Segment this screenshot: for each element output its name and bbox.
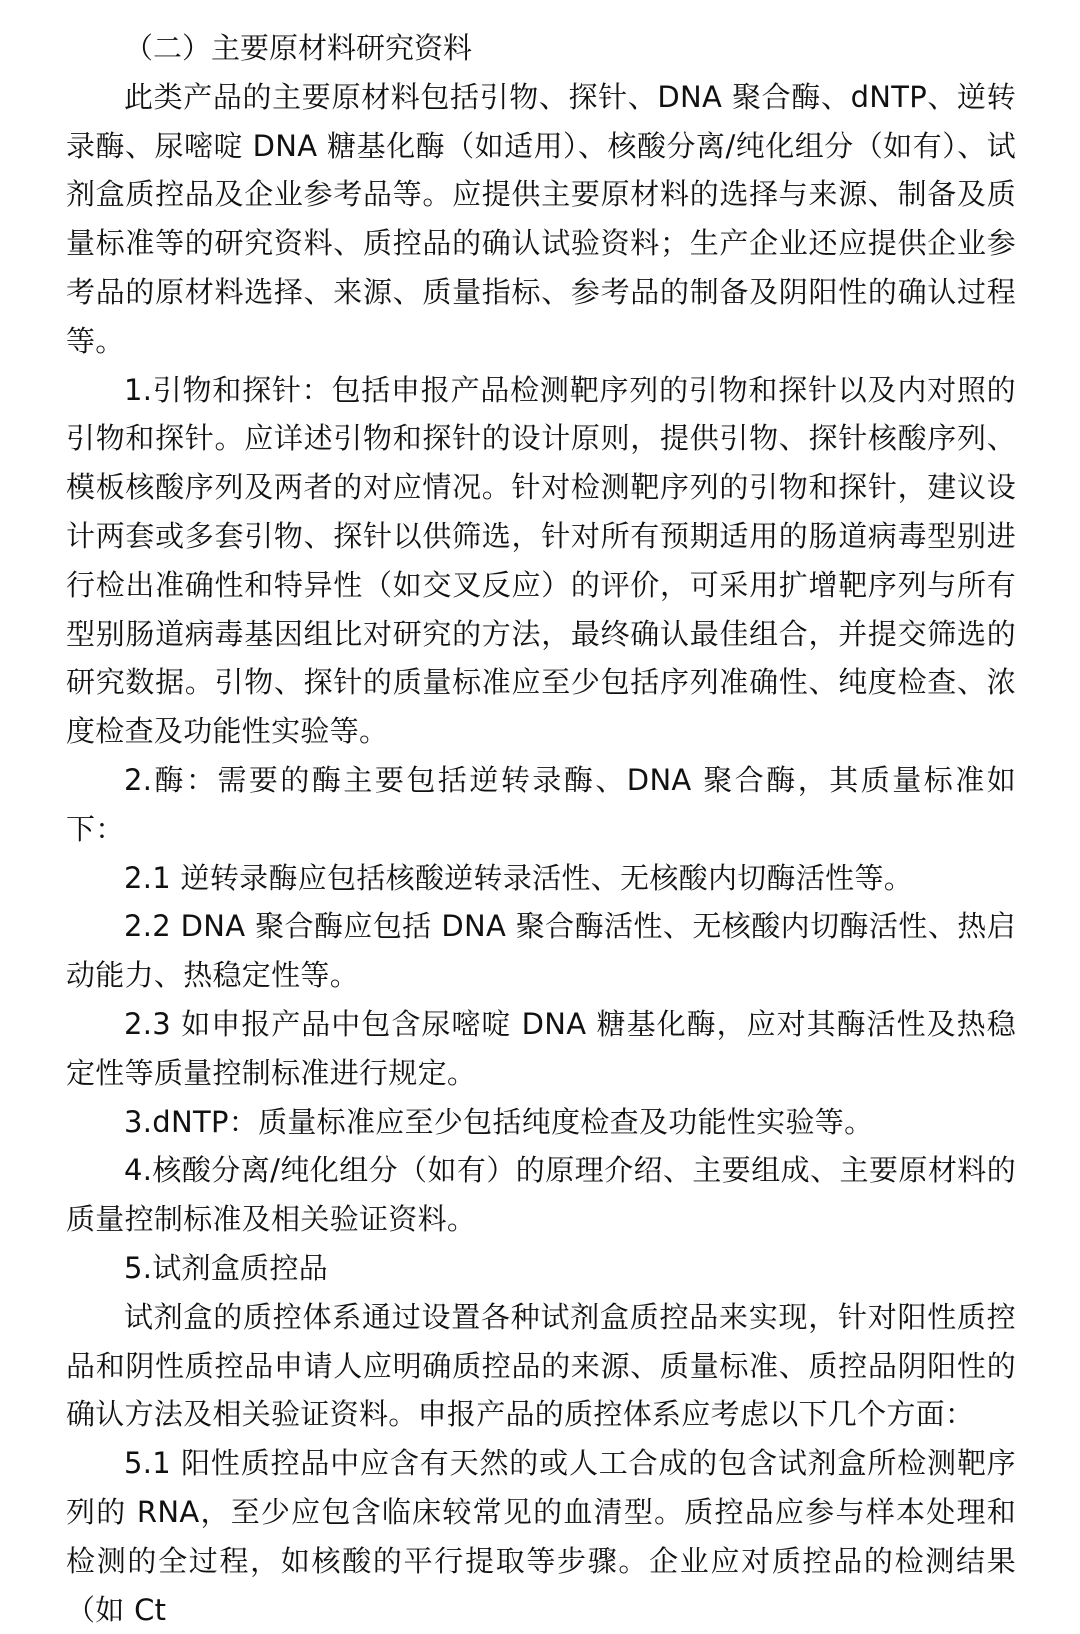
paragraph-dna-polymerase: 2.2 DNA 聚合酶应包括 DNA 聚合酶活性、无核酸内切酶活性、热启动能力、热稳定性等。 [66, 909, 1016, 993]
paragraph-positive-control: 5.1 阳性质控品中应含有天然的或人工合成的包含试剂盒所检测靶序列的 RNA，至少应包含临床较常见的血清型。质控品应参与样本处理和检测的全过程，如核酸的平行提取等步骤。企业应对质控品的检测结果（如 Ct [66, 1446, 1016, 1627]
paragraph-kit-controls: 试剂盒的质控体系通过设置各种试剂盒质控品来实现，针对阳性质控品和阴性质控品申请人应明确质控品的来源、质量标准、质控品阴阳性的确认方法及相关验证资料。申报产品的质控体系应考虑以下几个方面： [66, 1299, 1016, 1432]
section-heading: （二）主要原材料研究资料 [124, 31, 473, 65]
paragraph-nucleic-acid-isolation: 4.核酸分离/纯化组分（如有）的原理介绍、主要组成、主要原材料的质量控制标准及相关验证资料。 [66, 1153, 1016, 1237]
paragraph-udg: 2.3 如申报产品中包含尿嘧啶 DNA 糖基化酶，应对其酶活性及热稳定性等质量控制标准进行规定。 [66, 1006, 1016, 1090]
paragraph-primers-probes: 1.引物和探针：包括申报产品检测靶序列的引物和探针以及内对照的引物和探针。应详述引物和探针的设计原则，提供引物、探针核酸序列、模板核酸序列及两者的对应情况。针对检测靶序列的引物和探针，建议设计两套或多套引物、探针以供筛选，针对所有预期适用的肠道病毒型别进行检出准确性和特异性（如交叉反应）的评价，可采用扩增靶序列与所有型别肠道病毒基因组比对研究的方法，最终确认最佳组合，并提交筛选的研究数据。引物、探针的质量标准应至少包括序列准确性、纯度检查、浓度检查及功能性实验等。 [66, 372, 1016, 749]
paragraph-enzymes: 2.酶：需要的酶主要包括逆转录酶、DNA 聚合酶，其质量标准如下： [66, 762, 1016, 846]
paragraph-overview: 此类产品的主要原材料包括引物、探针、DNA 聚合酶、dNTP、逆转录酶、尿嘧啶 DNA 糖基化酶（如适用）、核酸分离/纯化组分（如有）、试剂盒质控品及企业参考品等。应提供主要原材料的选择与来源、制备及质量标准等的研究资料、质控品的确认试验资料；生产企业还应提供企业参考品的原材料选择、来源、质量指标、参考品的制备及阴阳性的确认过程等。 [66, 79, 1016, 358]
paragraph-dntp: 3.dNTP：质量标准应至少包括纯度检查及功能性实验等。 [124, 1104, 874, 1139]
paragraph-kit-controls-heading: 5.试剂盒质控品 [124, 1250, 329, 1285]
paragraph-reverse-transcriptase: 2.1 逆转录酶应包括核酸逆转录活性、无核酸内切酶活性等。 [124, 860, 914, 895]
